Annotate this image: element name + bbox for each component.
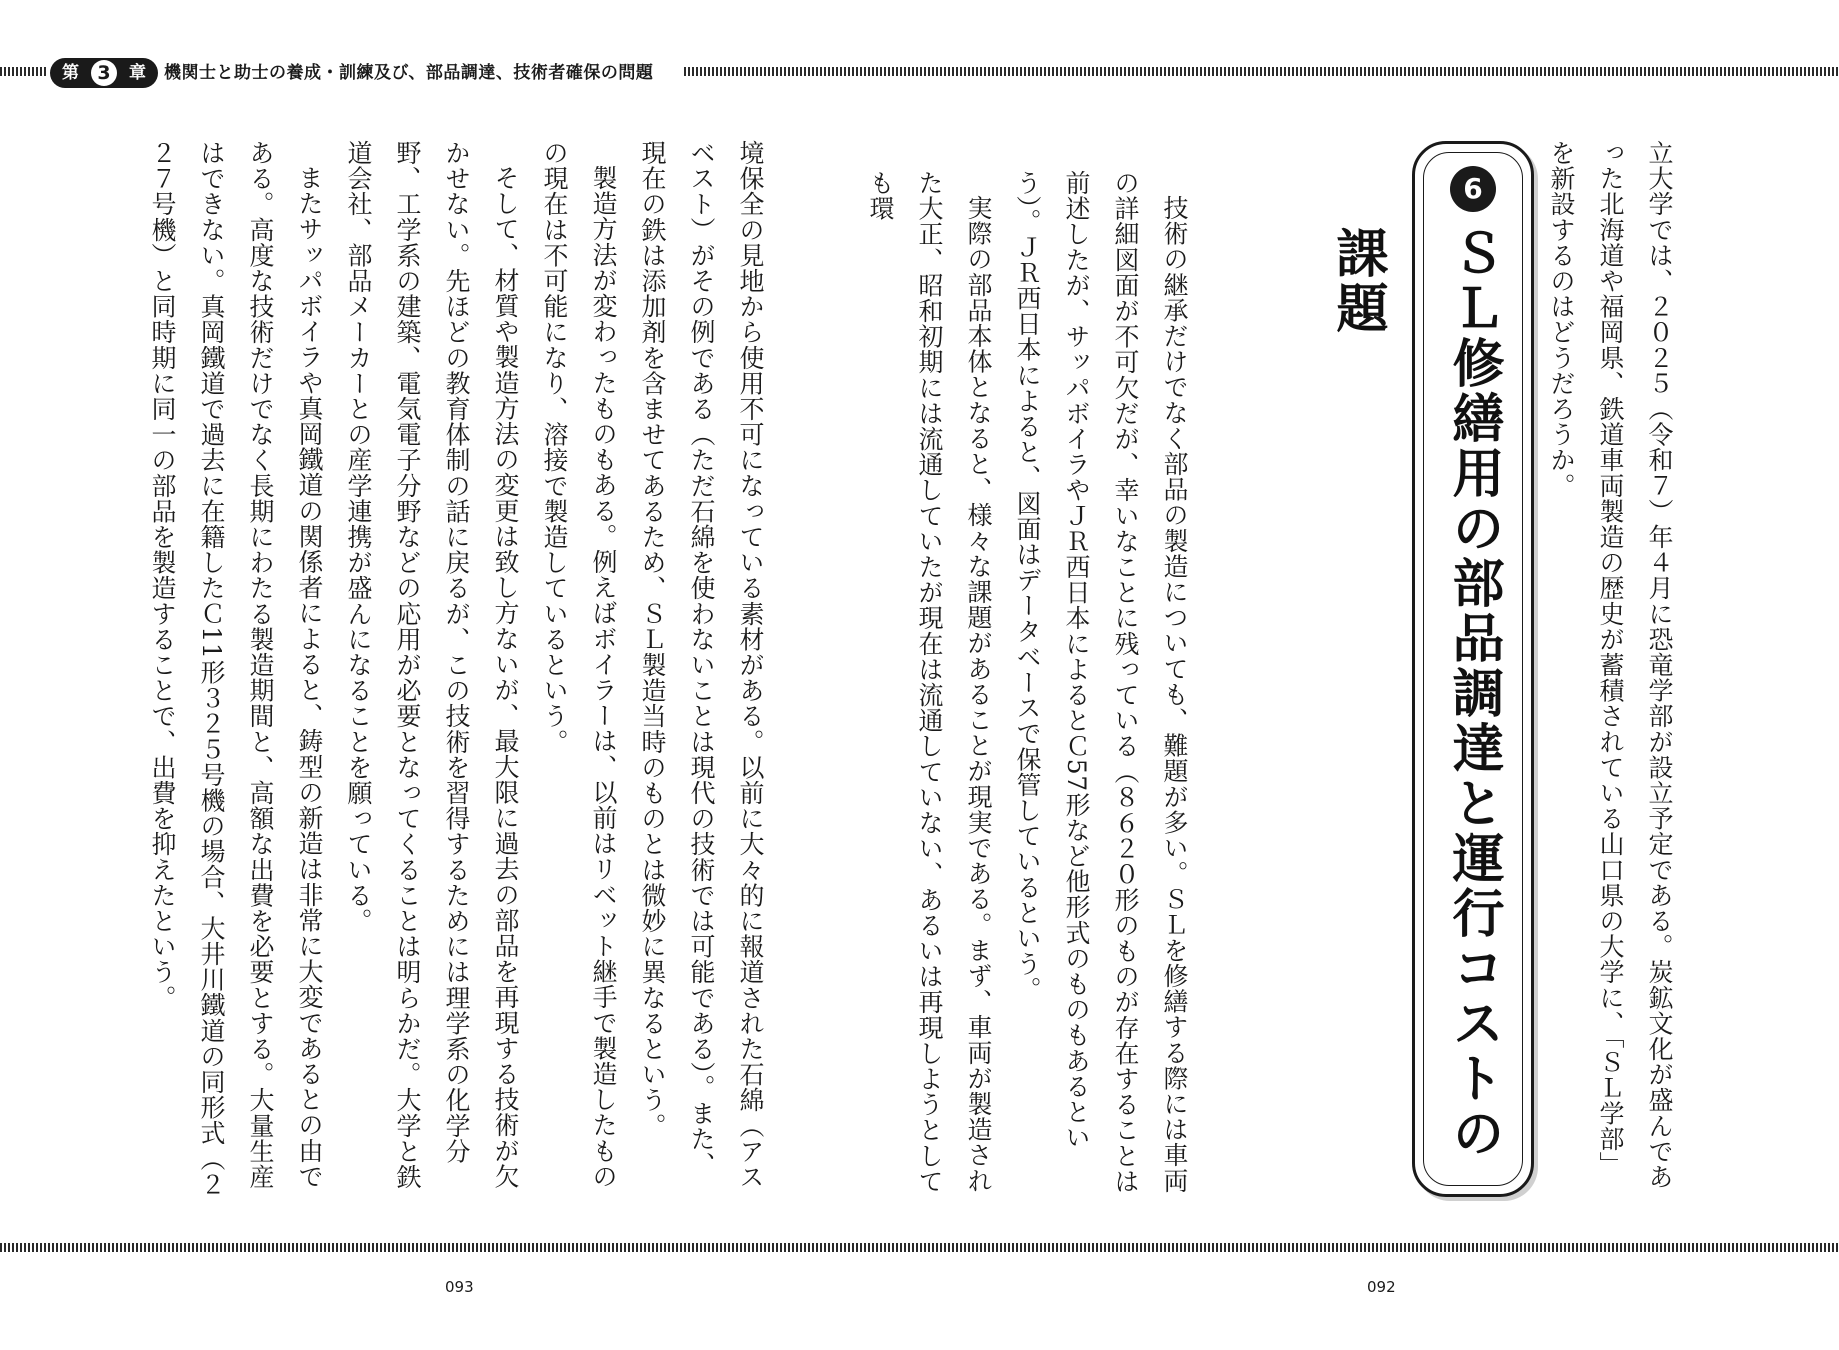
left-page-body [135, 140, 775, 1200]
body-paragraph: 境保全の見地から使用不可になっている素材がある。以前に大々的に報道された石綿（アスベスト）がその例である（ただ石綿を使わないことは現代の技術では可能である）。また、現在の鉄は添加剤を含ませてあるため、ＳＬ製造当時のものとは微妙に異なるという。 [638, 140, 765, 1190]
section-number-badge: 6 [1450, 166, 1496, 212]
chapter-suffix: 章 [129, 62, 146, 83]
body-paragraph: 技術の継承だけでなく部品の製造についても、難題が多い。ＳＬを修繕する際には車両の詳細図面が不可欠だが、幸いなことに残っている（８６２０形のものが存在することは前述したが、サッパボイラやＪＲ西日本によるとＣ57形など他形式のものもあるという）。ＪＲ西日本によると、図面はデータベースで保管しているという。 [1013, 170, 1189, 1194]
body-paragraph: そして、材質や製造方法の変更は致し方ないが、最大限に過去の部品を再現する技術が欠かせない。先ほどの教育体制の話に戻るが、この技術を習得するためには理学系の化学分野、工学系の建築、電気電子分野などの応用が必要となってくることは明らかだ。大学と鉄道会社、部品メーカーとの産学連携が盛んになることを願っている。 [344, 140, 520, 1190]
right-page-intro [1524, 140, 1684, 1200]
body-paragraph: 製造方法が変わったものもある。例えばボイラーは、以前はリベット継手で製造したものの現在は不可能になり、溶接で製造しているという。 [540, 140, 618, 1189]
chapter-prefix: 第 [62, 62, 79, 83]
intro-paragraph: 立大学では、２０２５（令和７）年４月に恐竜学部が設立予定である。炭鉱文化が盛んであった北海道や福岡県、鉄道車両製造の歴史が蓄積されている山口県の大学に、「ＳＬ学部」を新設するのはどうだろうか。 [1547, 140, 1674, 1190]
chapter-badge [50, 58, 158, 88]
right-page-body [866, 170, 1199, 1200]
header-rule-left [0, 67, 46, 76]
right-page-number: 092 [1367, 1278, 1396, 1296]
body-paragraph: またサッパボイラや真岡鐵道の関係者によると、鋳型の新造は非常に大変であるとの由である。高度な技術だけでなく長期にわたる製造期間と、高額な出費を必要とする。大量生産はできない。真岡鐵道で過去に在籍したＣ11形３２５号機の場合、大井川鐵道の同形式（２２７号機）と同時期に同一の部品を製造することで、出費を抑えたという。 [148, 140, 324, 1198]
chapter-number: 3 [91, 60, 117, 86]
header-rule-right [684, 67, 1839, 76]
footer-rule [0, 1243, 1839, 1252]
body-paragraph: 実際の部品本体となると、様々な課題があることが現実である。まず、車両が製造された大正、昭和初期には流通していたが現在は流通していない、あるいは再現しようとしても環 [866, 170, 993, 1194]
section-heading-box [1327, 141, 1534, 1197]
left-page-number: 093 [445, 1278, 474, 1296]
section-title: ＳＬ修繕用の部品調達と運行コストの課題 [1327, 226, 1503, 1161]
chapter-title: 機関士と助士の養成・訓練及び、部品調達、技術者確保の問題 [164, 63, 654, 83]
